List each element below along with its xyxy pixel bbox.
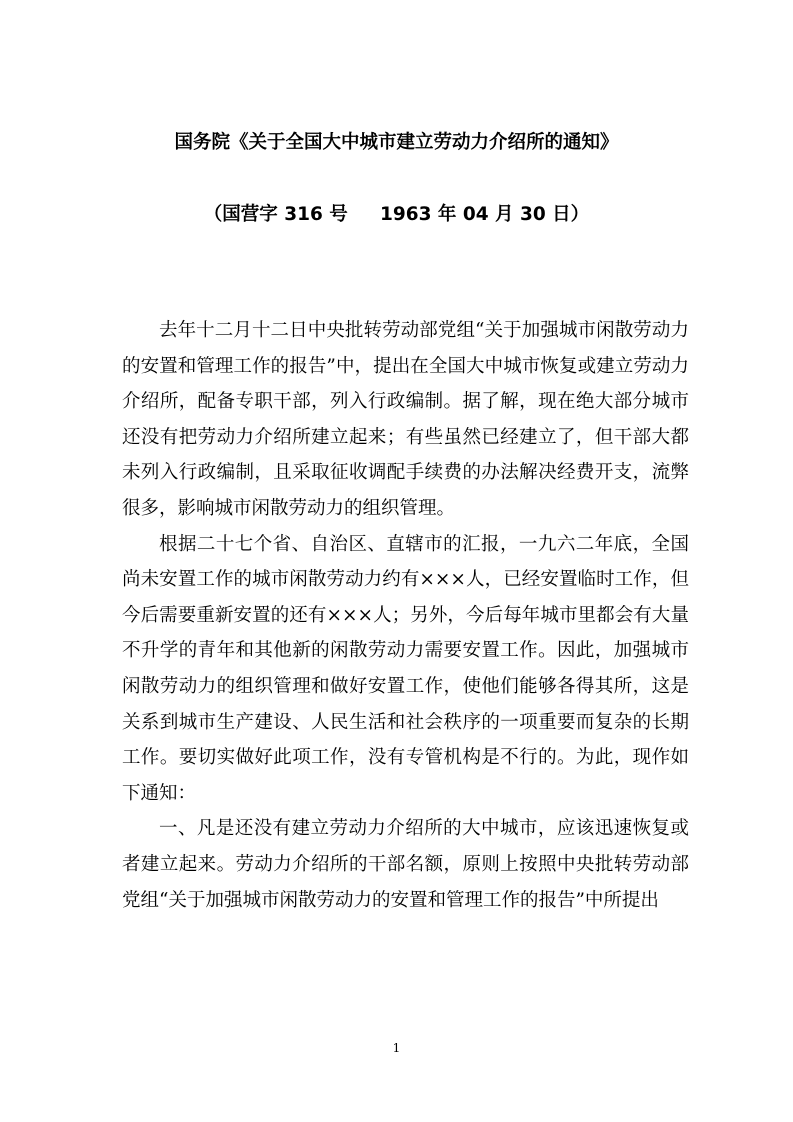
body-paragraph: 去年十二月十二日中央批转劳动部党组“关于加强城市闲散劳动力的安置和管理工作的报告”中，提出在全国大中城市恢复或建立劳动力介绍所，配备专职干部，列入行政编制。据了解，现在绝大部分城市还没有把劳动力介绍所建立起来；有些虽然已经建立了，但干部大都未列入行政编制，且采取征收调配手续费的办法解决经费开支，流弊很多，影响城市闲散劳动力的组织管理。 bbox=[122, 320, 689, 519]
body-paragraph: 根据二十七个省、自治区、直辖市的汇报，一九六二年底，全国尚未安置工作的城市闲散劳动力约有×××人，已经安置临时工作，但今后需要重新安置的还有×××人；另外，今后每年城市里都会有大量不升学的青年和其他新的闲散劳动力需要安置工作。因此，加强城市闲散劳动力的组织管理和做好安置工作，使他们能够各得其所，这是关系到城市生产建设、人民生活和社会秩序的一项重要而复杂的长期工作。要切实做好此项工作，没有专管机构是不行的。为此，现作如下通知： bbox=[122, 533, 689, 804]
page-number: 1 bbox=[392, 1041, 401, 1055]
document-subtitle: （国营字 316 号 1963 年 04 月 30 日） bbox=[203, 204, 590, 225]
document-body bbox=[122, 313, 689, 918]
document-title: 国务院《关于全国大中城市建立劳动力介绍所的通知》 bbox=[174, 132, 619, 153]
body-paragraph: 一、凡是还没有建立劳动力介绍所的大中城市，应该迅速恢复或者建立起来。劳动力介绍所的干部名额，原则上按照中央批转劳动部党组“关于加强城市闲散劳动力的安置和管理工作的报告”中所提出 bbox=[122, 818, 689, 911]
